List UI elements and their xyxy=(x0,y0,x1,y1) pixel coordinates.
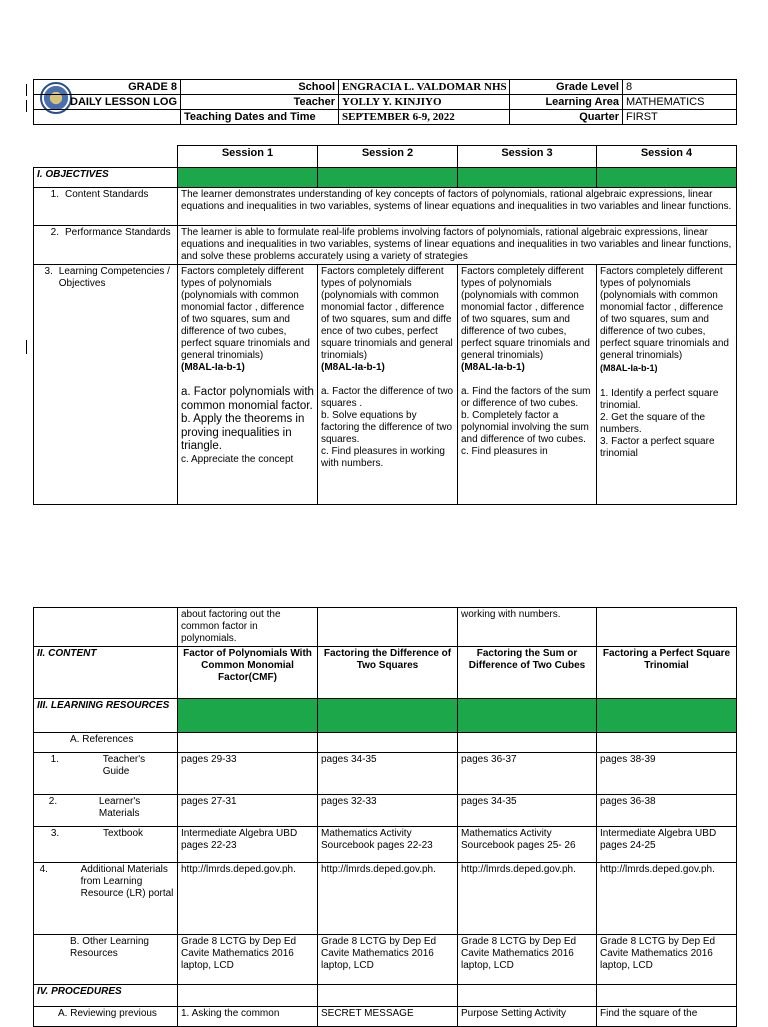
lm-session-1: pages 27-31 xyxy=(178,795,318,827)
am-session-4: http://lmrds.deped.gov.ph. xyxy=(597,863,737,935)
lm-session-3: pages 34-35 xyxy=(458,795,597,827)
learners-materials-label xyxy=(34,795,178,827)
empty-cell xyxy=(597,733,737,753)
session-2-competency xyxy=(318,265,458,505)
margin-bar xyxy=(26,100,27,112)
competency-code: (M8AL-Ia-b-1) xyxy=(321,362,385,373)
quarter-value: FIRST xyxy=(623,110,737,125)
tg-session-3: pages 36-37 xyxy=(458,753,597,795)
competency-text: Factors completely different types of polynomials (polynomials with common monomial factor , difference of two squares, sum and difference of two cubes, perfect square trinomials and general trinomials) xyxy=(461,266,590,361)
session-2-objectives: a. Factor the difference of two squares . b. Solve equations by factoring the difference of two squares. c. Find pleasures in working with numbers. xyxy=(321,386,454,469)
row-label: Teacher's Guide xyxy=(102,754,146,777)
lm-session-2: pages 32-33 xyxy=(318,795,458,827)
competency-code: (M8AL-Ia-b-1) xyxy=(181,362,245,373)
session-2-header: Session 2 xyxy=(318,146,458,168)
other-session-2: Grade 8 LCTG by Dep Ed Cavite Mathematics 2016 laptop, LCD xyxy=(318,935,458,985)
empty-cell xyxy=(34,608,178,647)
row-label: Textbook xyxy=(103,828,144,839)
school-label: School xyxy=(181,80,339,95)
row-label: Content Standards xyxy=(65,189,149,200)
resources-title: III. LEARNING RESOURCES xyxy=(34,699,178,733)
am-session-2: http://lmrds.deped.gov.ph. xyxy=(318,863,458,935)
tg-session-4: pages 38-39 xyxy=(597,753,737,795)
teacher-label: Teacher xyxy=(181,95,339,110)
green-band xyxy=(458,699,597,733)
session-3-competency xyxy=(458,265,597,505)
row-number: 3. xyxy=(50,828,60,839)
empty-cell xyxy=(178,985,318,1007)
dates-value: SEPTEMBER 6-9, 2022 xyxy=(339,110,510,125)
green-band xyxy=(178,699,318,733)
grade-label: GRADE 8 xyxy=(34,80,181,95)
green-band xyxy=(318,699,458,733)
empty-cell xyxy=(458,733,597,753)
content-standards-text: The learner demonstrates understanding of key concepts of factors of polynomials, rational algebraic expressions, linear equations and inequalities in two variables, systems of linear equations and inequalities in two variables and linear functions. xyxy=(178,188,737,226)
tb-session-4: Intermediate Algebra UBD pages 24-25 xyxy=(597,827,737,863)
log-title: DAILY LESSON LOG xyxy=(34,95,181,110)
session-3-content: Factoring the Sum or Difference of Two Cubes xyxy=(458,647,597,699)
session-1-objectives: a. Factor polynomials with common monomial factor. b. Apply the theorems in proving inequalities in triangle. xyxy=(181,386,314,452)
header-table xyxy=(33,79,737,125)
other-resources-label: B. Other Learning Resources xyxy=(34,935,178,985)
procedures-title: IV. PROCEDURES xyxy=(34,985,178,1007)
quarter-label: Quarter xyxy=(510,110,623,125)
competency-text: Factors completely different types of polynomials (polynomials with common monomial factor , difference of two squares, sum and diffe ence of two cubes, perfect square trinomials and general trinomials) xyxy=(321,266,453,361)
tg-session-1: pages 29-33 xyxy=(178,753,318,795)
empty-cell xyxy=(34,110,181,125)
proc-session-3: Purpose Setting Activity xyxy=(458,1007,597,1027)
competency-code: (M8AL-Ia-b-1) xyxy=(600,363,658,373)
row-label: Learner's Materials xyxy=(98,796,141,819)
empty-cell xyxy=(318,608,458,647)
row-number: 1. xyxy=(50,754,60,765)
session-1-header: Session 1 xyxy=(178,146,318,168)
row-label: Learning Competencies / Objectives xyxy=(58,266,170,289)
teachers-guide-label xyxy=(34,753,178,795)
other-session-3: Grade 8 LCTG by Dep Ed Cavite Mathematics 2016 laptop, LCD xyxy=(458,935,597,985)
margin-bar xyxy=(26,340,27,354)
row-number: 4. xyxy=(39,864,48,875)
row-number: 2. xyxy=(48,796,58,807)
empty-cell xyxy=(458,985,597,1007)
textbook-label xyxy=(34,827,178,863)
other-session-1: Grade 8 LCTG by Dep Ed Cavite Mathematics 2016 laptop, LCD xyxy=(178,935,318,985)
lesson-table-continued xyxy=(33,607,737,1027)
session-3-continued: working with numbers. xyxy=(458,608,597,647)
tb-session-3: Mathematics Activity Sourcebook pages 25- 26 xyxy=(458,827,597,863)
session-3-objectives: a. Find the factors of the sum or difference of two cubes. b. Completely factor a polynomial involving the sum and difference of two cubes. c. Find pleasures in xyxy=(461,386,591,457)
green-band xyxy=(318,168,458,188)
content-title: II. CONTENT xyxy=(34,647,178,699)
empty-cell xyxy=(597,608,737,647)
green-band xyxy=(178,168,318,188)
empty-cell xyxy=(318,733,458,753)
am-session-1: http://lmrds.deped.gov.ph. xyxy=(178,863,318,935)
green-band xyxy=(597,699,737,733)
tb-session-1: Intermediate Algebra UBD pages 22-23 xyxy=(178,827,318,863)
teacher-value: YOLLY Y. KINJIYO xyxy=(339,95,510,110)
proc-session-2: SECRET MESSAGE xyxy=(318,1007,458,1027)
grade-level-value: 8 xyxy=(623,80,737,95)
row-label: Additional Materials from Learning Resource (LR) portal xyxy=(80,864,174,899)
empty-cell xyxy=(178,733,318,753)
additional-materials-label xyxy=(34,863,178,935)
session-4-header: Session 4 xyxy=(597,146,737,168)
learning-area-value: MATHEMATICS xyxy=(623,95,737,110)
tg-session-2: pages 34-35 xyxy=(318,753,458,795)
competency-text: Factors completely different types of polynomials (polynomials with common monomial factor , difference of two squares, sum and difference of two cubes, perfect square trinomials and general trinomials) xyxy=(600,266,729,361)
objectives-title: I. OBJECTIVES xyxy=(34,168,178,188)
green-band xyxy=(597,168,737,188)
competency-code: (M8AL-Ia-b-1) xyxy=(461,362,525,373)
learning-area-label: Learning Area xyxy=(510,95,623,110)
am-session-3: http://lmrds.deped.gov.ph. xyxy=(458,863,597,935)
green-band xyxy=(458,168,597,188)
session-1-objective-c: c. Appreciate the concept xyxy=(181,453,294,465)
proc-session-4: Find the square of the xyxy=(597,1007,737,1027)
proc-session-1: 1. Asking the common xyxy=(178,1007,318,1027)
lm-session-4: pages 36-38 xyxy=(597,795,737,827)
blank-corner xyxy=(34,146,178,168)
competencies-label xyxy=(34,265,178,505)
session-1-content: Factor of Polynomials With Common Monomial Factor(CMF) xyxy=(178,647,318,699)
tb-session-2: Mathematics Activity Sourcebook pages 22-23 xyxy=(318,827,458,863)
objectives-table xyxy=(33,145,737,505)
margin-bar xyxy=(26,84,27,96)
session-4-competency xyxy=(597,265,737,505)
session-3-header: Session 3 xyxy=(458,146,597,168)
session-4-content: Factoring a Perfect Square Trinomial xyxy=(597,647,737,699)
session-2-content: Factoring the Difference of Two Squares xyxy=(318,647,458,699)
grade-level-label: Grade Level xyxy=(510,80,623,95)
session-1-competency xyxy=(178,265,318,505)
performance-standards-label xyxy=(34,226,178,265)
reviewing-label: A. Reviewing previous xyxy=(34,1007,178,1027)
performance-standards-text: The learner is able to formulate real-life problems involving factors of polynomials, rational algebraic expressions, linear equations and inequalities in two variables, systems of linear equations and inequalities in two variables and linear functions, and solve these problems accurately using a variety of strategies xyxy=(178,226,737,265)
session-1-continued: about factoring out the common factor in polynomials. xyxy=(178,608,318,647)
row-number: 2. xyxy=(50,227,59,238)
empty-cell xyxy=(318,985,458,1007)
dates-label: Teaching Dates and Time xyxy=(181,110,339,125)
row-label: Performance Standards xyxy=(65,227,171,238)
other-session-4: Grade 8 LCTG by Dep Ed Cavite Mathematics 2016 laptop, LCD xyxy=(597,935,737,985)
references-label: A. References xyxy=(34,733,178,753)
empty-cell xyxy=(597,985,737,1007)
row-number: 3. xyxy=(44,266,53,277)
session-4-objectives: 1. Identify a perfect square trinomial. 2. Get the square of the numbers. 3. Factor a perfect square trinomial xyxy=(600,388,719,459)
school-value: ENGRACIA L. VALDOMAR NHS xyxy=(339,80,510,95)
competency-text: Factors completely different types of polynomials (polynomials with common monomial factor , difference of two squares, sum and difference of two cubes, perfect square trinomials and general trinomials) xyxy=(181,266,310,361)
content-standards-label xyxy=(34,188,178,226)
row-number: 1. xyxy=(50,189,59,200)
